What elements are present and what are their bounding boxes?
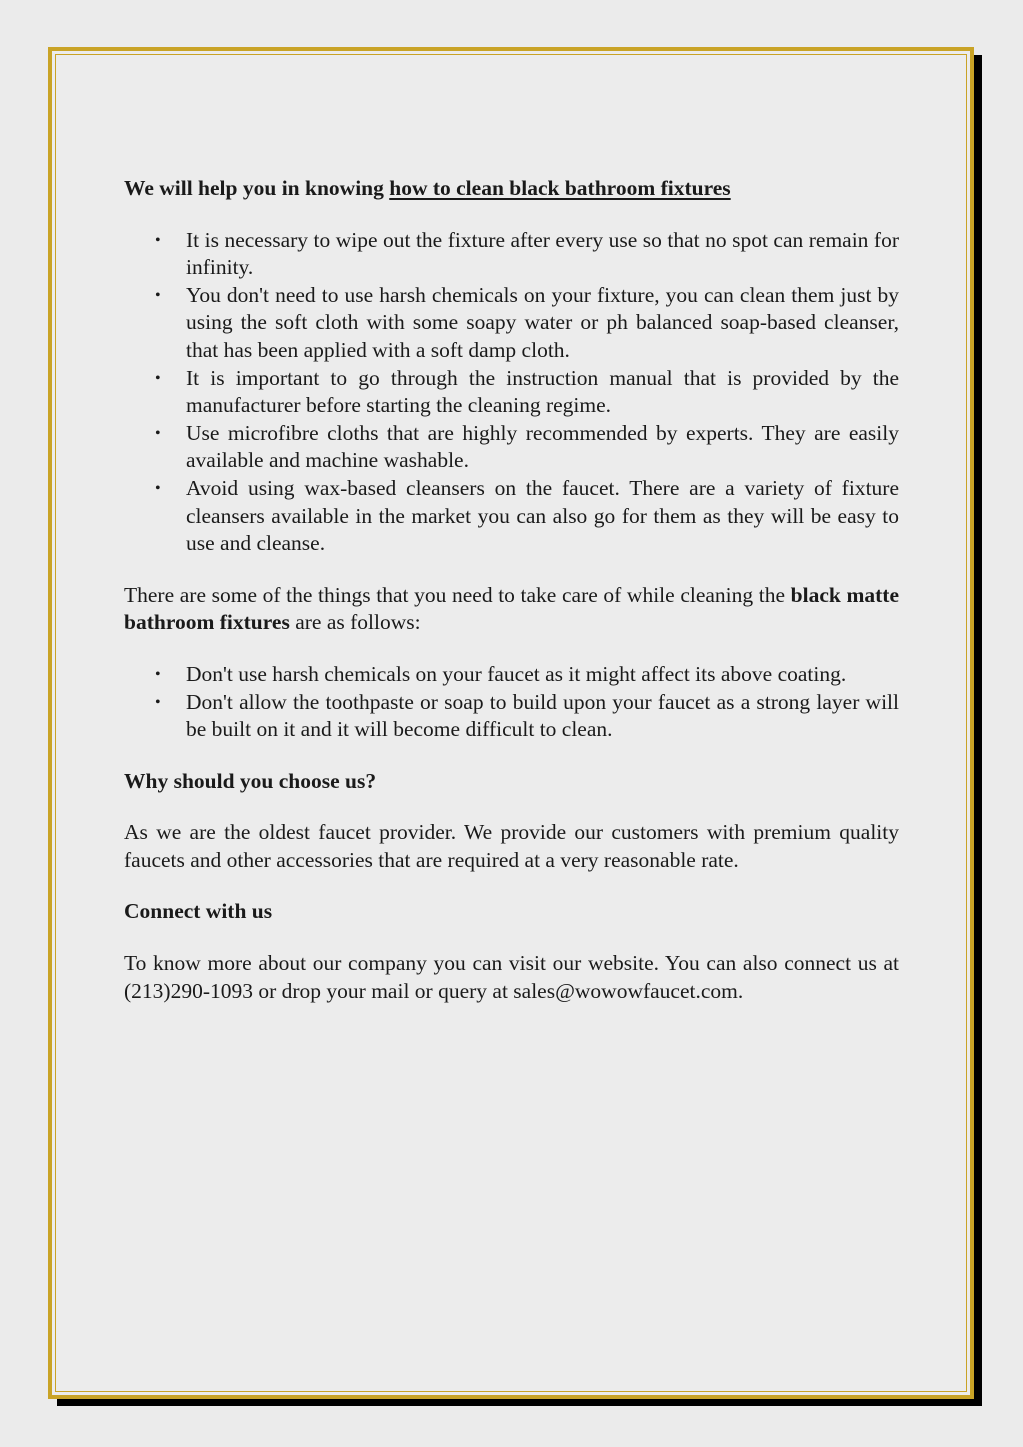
why-paragraph: As we are the oldest faucet provider. We provide our customers with premium quality faucets and other accessories that are required at a very reasonable rate. — [124, 820, 899, 872]
why-heading: Why should you choose us? — [124, 768, 377, 793]
list-item: • You don't need to use harsh chemicals on your fixture, you can clean them just by using the soft cloth with some soapy water or ph balanced soap-based cleanser, that has been applied with a soft damp cloth. — [186, 282, 899, 365]
list-item: • It is important to go through the instruction manual that is provided by the manufacturer before starting the cleaning regime. — [186, 365, 899, 420]
cleaning-heading-intro: We will help you in knowing — [124, 176, 390, 200]
list-item: • Avoid using wax-based cleansers on the faucet. There are a variety of fixture cleansers available in the market you can also go for them as they will be easy to use and cleanse. — [186, 475, 899, 558]
spacer — [124, 637, 899, 661]
document-content — [124, 175, 899, 1005]
spacer — [124, 926, 899, 950]
cleaning-tips-list — [124, 227, 899, 558]
cautions-list — [124, 661, 899, 744]
list-item: • Don't use harsh chemicals on your faucet as it might affect its above coating. — [186, 661, 899, 689]
spacer — [124, 874, 899, 898]
list-item: • Use microfibre cloths that are highly recommended by experts. They are easily available and machine washable. — [186, 420, 899, 475]
care-paragraph — [124, 582, 899, 637]
spacer — [124, 558, 899, 582]
connect-paragraph: To know more about our company you can visit our website. You can also connect us at (213)290-1093 or drop your mail or query at sales@wowowfaucet.com. — [124, 951, 899, 1003]
spacer — [124, 744, 899, 768]
care-text-after: are as follows: — [289, 610, 421, 635]
spacer — [124, 203, 899, 227]
list-item: • Don't allow the toothpaste or soap to build upon your faucet as a strong layer will be built on it and it will become difficult to clean. — [186, 689, 899, 744]
list-item: • It is necessary to wipe out the fixture after every use so that no spot can remain for infinity. — [186, 227, 899, 282]
care-text-before: There are some of the things that you need to take care of while cleaning the — [124, 582, 791, 607]
connect-heading: Connect with us — [124, 899, 273, 924]
care-bold-text: black matte bathroom fixtures — [124, 582, 899, 635]
spacer — [124, 795, 899, 819]
cleaning-heading — [124, 175, 899, 203]
cleaning-guide-link[interactable]: how to clean black bathroom fixtures — [389, 176, 731, 200]
